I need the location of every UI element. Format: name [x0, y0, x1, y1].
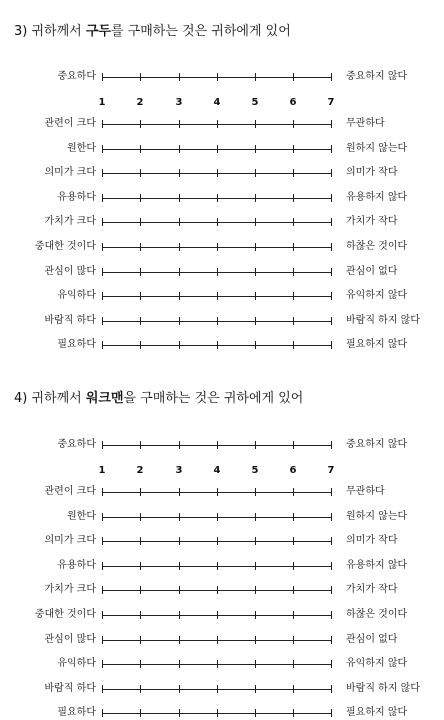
- scale-left-label: 원한다: [67, 510, 96, 522]
- scale-point-2[interactable]: [140, 218, 141, 226]
- scale-left-label: 유용하다: [57, 191, 96, 203]
- scale-point-5[interactable]: [255, 660, 256, 668]
- scale-point-6[interactable]: [293, 218, 294, 226]
- scale-number: 1: [98, 465, 106, 476]
- scale-right-label: 바람직 하지 않다: [346, 314, 420, 326]
- scale-point-6[interactable]: [293, 488, 294, 496]
- scale-right-label: 하찮은 것이다: [346, 609, 408, 620]
- scale-point-1[interactable]: [102, 586, 103, 594]
- scale-row: [0, 485, 444, 499]
- scale-point-3[interactable]: [179, 194, 180, 202]
- scale-right-label: 관심이 없다: [346, 633, 398, 645]
- scale-point-1[interactable]: [102, 341, 103, 349]
- scale-row: [0, 510, 444, 524]
- scale-point-5[interactable]: [255, 194, 256, 202]
- rating-scale[interactable]: [102, 633, 332, 647]
- scale-point-5[interactable]: [255, 145, 256, 153]
- scale-point-6[interactable]: [293, 537, 294, 545]
- scale-point-2[interactable]: [140, 611, 141, 619]
- scale-row: [0, 534, 444, 548]
- scale-point-3[interactable]: [179, 243, 180, 251]
- scale-number: 7: [327, 465, 335, 476]
- scale-number: 3: [175, 97, 183, 108]
- scale-point-6[interactable]: [293, 685, 294, 693]
- section4-title: [14, 387, 303, 406]
- scale-point-3[interactable]: [179, 268, 180, 276]
- scale-point-1[interactable]: [102, 73, 103, 81]
- scale-point-3[interactable]: [179, 73, 180, 81]
- scale-point-3[interactable]: [179, 120, 180, 128]
- scale-point-6[interactable]: [293, 441, 294, 449]
- scale-row: [0, 682, 444, 696]
- scale-left-label: 의미가 크다: [44, 535, 96, 547]
- scale-point-6[interactable]: [293, 513, 294, 521]
- scale-point-4[interactable]: [217, 73, 218, 81]
- scale-row: [0, 314, 444, 328]
- scale-point-1[interactable]: [102, 660, 103, 668]
- scale-point-5[interactable]: [255, 292, 256, 300]
- rating-scale[interactable]: [102, 70, 332, 84]
- scale-point-2[interactable]: [140, 292, 141, 300]
- scale-number: 7: [327, 97, 335, 108]
- scale-row: [0, 657, 444, 671]
- rating-scale[interactable]: [102, 706, 332, 720]
- scale-point-7[interactable]: [331, 268, 332, 276]
- scale-point-2[interactable]: [140, 660, 141, 668]
- scale-point-4[interactable]: [217, 341, 218, 349]
- section4-title-keyword: 워크맨: [85, 391, 124, 406]
- scale-point-4[interactable]: [217, 292, 218, 300]
- scale-right-label: 원하지 않는다: [346, 142, 408, 154]
- scale-point-3[interactable]: [179, 317, 180, 325]
- scale-point-3[interactable]: [179, 636, 180, 644]
- section4-title-suffix: 을 구매하는 것은 귀하에게 있어: [123, 391, 304, 406]
- scale-right-label: 필요하지 않다: [346, 707, 408, 719]
- scale-point-4[interactable]: [217, 268, 218, 276]
- rating-scale[interactable]: [102, 510, 332, 524]
- scale-point-6[interactable]: [293, 73, 294, 81]
- scale-number: 1: [98, 97, 106, 108]
- scale-point-3[interactable]: [179, 169, 180, 177]
- scale-point-7[interactable]: [331, 441, 332, 449]
- scale-right-label: 중요하지 않다: [346, 439, 408, 450]
- scale-point-3[interactable]: [179, 709, 180, 717]
- rating-scale[interactable]: [102, 117, 332, 131]
- scale-point-4[interactable]: [217, 660, 218, 668]
- scale-point-2[interactable]: [140, 513, 141, 521]
- scale-point-1[interactable]: [102, 562, 103, 570]
- scale-right-label: 가치가 작다: [346, 584, 398, 596]
- scale-number: 3: [175, 465, 183, 476]
- scale-point-4[interactable]: [217, 586, 218, 594]
- scale-point-6[interactable]: [293, 341, 294, 349]
- scale-right-label: 유익하지 않다: [346, 290, 408, 302]
- scale-numbers: [0, 97, 444, 109]
- scale-number: 6: [289, 97, 297, 108]
- scale-point-7[interactable]: [331, 586, 332, 594]
- scale-point-7[interactable]: [331, 709, 332, 717]
- scale-right-label: 의미가 작다: [346, 535, 398, 547]
- scale-point-5[interactable]: [255, 586, 256, 594]
- scale-point-3[interactable]: [179, 611, 180, 619]
- scale-point-5[interactable]: [255, 120, 256, 128]
- scale-left-label: 관심이 많다: [44, 265, 96, 277]
- scale-point-1[interactable]: [102, 513, 103, 521]
- scale-point-1[interactable]: [102, 685, 103, 693]
- scale-number: 2: [136, 97, 144, 108]
- scale-point-2[interactable]: [140, 562, 141, 570]
- scale-right-label: 무관하다: [346, 118, 385, 129]
- scale-point-2[interactable]: [140, 537, 141, 545]
- scale-point-4[interactable]: [217, 218, 218, 226]
- scale-point-1[interactable]: [102, 243, 103, 251]
- scale-right-label: 원하지 않는다: [346, 510, 408, 522]
- scale-point-1[interactable]: [102, 120, 103, 128]
- scale-numbers: [0, 465, 444, 477]
- scale-number: 4: [213, 465, 221, 476]
- scale-point-4[interactable]: [217, 488, 218, 496]
- scale-point-2[interactable]: [140, 268, 141, 276]
- scale-number: 5: [251, 97, 259, 108]
- scale-point-6[interactable]: [293, 660, 294, 668]
- scale-point-3[interactable]: [179, 488, 180, 496]
- scale-point-1[interactable]: [102, 292, 103, 300]
- scale-point-1[interactable]: [102, 441, 103, 449]
- scale-right-label: 바람직 하지 않다: [346, 682, 420, 694]
- section4-title-prefix: 4) 귀하께서: [14, 391, 86, 406]
- scale-point-7[interactable]: [331, 317, 332, 325]
- scale-point-5[interactable]: [255, 513, 256, 521]
- rating-scale[interactable]: [102, 215, 332, 229]
- scale-point-3[interactable]: [179, 292, 180, 300]
- scale-point-1[interactable]: [102, 611, 103, 619]
- scale-left-label: 중요하다: [57, 71, 96, 82]
- scale-row: [0, 70, 444, 84]
- section3-title: [14, 20, 291, 39]
- rating-scale[interactable]: [102, 608, 332, 622]
- rating-scale[interactable]: [102, 240, 332, 254]
- scale-point-6[interactable]: [293, 194, 294, 202]
- scale-point-4[interactable]: [217, 145, 218, 153]
- scale-point-7[interactable]: [331, 169, 332, 177]
- scale-point-4[interactable]: [217, 636, 218, 644]
- scale-point-3[interactable]: [179, 145, 180, 153]
- scale-point-4[interactable]: [217, 709, 218, 717]
- scale-point-3[interactable]: [179, 685, 180, 693]
- scale-point-7[interactable]: [331, 292, 332, 300]
- scale-point-3[interactable]: [179, 562, 180, 570]
- scale-point-5[interactable]: [255, 73, 256, 81]
- scale-row: [0, 166, 444, 180]
- scale-left-label: 유익하다: [57, 658, 96, 670]
- scale-point-7[interactable]: [331, 537, 332, 545]
- scale-point-6[interactable]: [293, 243, 294, 251]
- scale-point-5[interactable]: [255, 243, 256, 251]
- scale-point-2[interactable]: [140, 709, 141, 717]
- scale-point-5[interactable]: [255, 488, 256, 496]
- scale-point-3[interactable]: [179, 218, 180, 226]
- scale-point-7[interactable]: [331, 218, 332, 226]
- scale-point-7[interactable]: [331, 562, 332, 570]
- scale-number: 4: [213, 97, 221, 108]
- scale-point-1[interactable]: [102, 218, 103, 226]
- scale-point-5[interactable]: [255, 685, 256, 693]
- scale-point-5[interactable]: [255, 709, 256, 717]
- scale-point-4[interactable]: [217, 194, 218, 202]
- scale-point-4[interactable]: [217, 537, 218, 545]
- scale-point-5[interactable]: [255, 268, 256, 276]
- scale-point-6[interactable]: [293, 292, 294, 300]
- scale-point-3[interactable]: [179, 537, 180, 545]
- scale-point-1[interactable]: [102, 145, 103, 153]
- scale-row: [0, 215, 444, 229]
- scale-point-7[interactable]: [331, 488, 332, 496]
- scale-point-5[interactable]: [255, 441, 256, 449]
- scale-point-6[interactable]: [293, 120, 294, 128]
- scale-point-4[interactable]: [217, 441, 218, 449]
- scale-left-label: 필요하다: [57, 707, 96, 719]
- scale-point-4[interactable]: [217, 611, 218, 619]
- scale-point-3[interactable]: [179, 513, 180, 521]
- rating-scale[interactable]: [102, 338, 332, 352]
- scale-row: [0, 338, 444, 352]
- scale-point-2[interactable]: [140, 243, 141, 251]
- rating-scale[interactable]: [102, 289, 332, 303]
- scale-left-label: 가치가 크다: [44, 584, 96, 596]
- scale-right-label: 하찮은 것이다: [346, 241, 408, 252]
- scale-point-1[interactable]: [102, 636, 103, 644]
- scale-point-2[interactable]: [140, 586, 141, 594]
- scale-right-label: 의미가 작다: [346, 167, 398, 179]
- scale-point-7[interactable]: [331, 145, 332, 153]
- scale-point-2[interactable]: [140, 145, 141, 153]
- scale-right-label: 중요하지 않다: [346, 71, 408, 82]
- scale-left-label: 원한다: [67, 142, 96, 154]
- scale-point-5[interactable]: [255, 341, 256, 349]
- scale-right-label: 무관하다: [346, 486, 385, 497]
- scale-row: [0, 117, 444, 131]
- scale-point-5[interactable]: [255, 611, 256, 619]
- scale-left-label: 필요하다: [57, 339, 96, 351]
- scale-number: 2: [136, 465, 144, 476]
- scale-point-7[interactable]: [331, 341, 332, 349]
- scale-row: [0, 559, 444, 573]
- scale-row: [0, 438, 444, 452]
- scale-point-4[interactable]: [217, 513, 218, 521]
- rating-scale[interactable]: [102, 314, 332, 328]
- scale-point-7[interactable]: [331, 660, 332, 668]
- scale-point-3[interactable]: [179, 586, 180, 594]
- scale-point-6[interactable]: [293, 709, 294, 717]
- scale-point-4[interactable]: [217, 317, 218, 325]
- scale-point-4[interactable]: [217, 120, 218, 128]
- scale-point-6[interactable]: [293, 317, 294, 325]
- scale-number: 6: [289, 465, 297, 476]
- scale-row: [0, 289, 444, 303]
- scale-left-label: 중요하다: [57, 439, 96, 450]
- scale-point-7[interactable]: [331, 243, 332, 251]
- scale-point-7[interactable]: [331, 611, 332, 619]
- rating-scale[interactable]: [102, 559, 332, 573]
- rating-scale[interactable]: [102, 191, 332, 205]
- scale-point-6[interactable]: [293, 562, 294, 570]
- scale-point-2[interactable]: [140, 685, 141, 693]
- scale-point-4[interactable]: [217, 685, 218, 693]
- scale-point-1[interactable]: [102, 537, 103, 545]
- scale-row: [0, 265, 444, 279]
- scale-point-2[interactable]: [140, 194, 141, 202]
- scale-left-label: 의미가 크다: [44, 167, 96, 179]
- rating-scale[interactable]: [102, 682, 332, 696]
- rating-scale[interactable]: [102, 142, 332, 156]
- scale-right-label: 가치가 작다: [346, 216, 398, 228]
- scale-point-6[interactable]: [293, 611, 294, 619]
- scale-point-6[interactable]: [293, 636, 294, 644]
- section3-title-prefix: 3) 귀하께서: [14, 24, 86, 39]
- scale-left-label: 유익하다: [57, 290, 96, 302]
- scale-right-label: 관심이 없다: [346, 265, 398, 277]
- scale-point-2[interactable]: [140, 441, 141, 449]
- scale-point-7[interactable]: [331, 636, 332, 644]
- scale-point-5[interactable]: [255, 636, 256, 644]
- scale-point-5[interactable]: [255, 537, 256, 545]
- rating-scale[interactable]: [102, 485, 332, 499]
- rating-scale[interactable]: [102, 534, 332, 548]
- scale-left-label: 관련이 크다: [44, 486, 96, 497]
- scale-point-6[interactable]: [293, 145, 294, 153]
- scale-left-label: 바람직 하다: [44, 314, 96, 326]
- scale-point-7[interactable]: [331, 685, 332, 693]
- scale-point-4[interactable]: [217, 169, 218, 177]
- scale-row: [0, 706, 444, 720]
- scale-point-2[interactable]: [140, 120, 141, 128]
- scale-point-2[interactable]: [140, 73, 141, 81]
- scale-left-label: 바람직 하다: [44, 682, 96, 694]
- scale-row: [0, 142, 444, 156]
- scale-left-label: 유용하다: [57, 559, 96, 571]
- scale-point-2[interactable]: [140, 341, 141, 349]
- scale-right-label: 유용하지 않다: [346, 559, 408, 571]
- scale-point-1[interactable]: [102, 268, 103, 276]
- scale-point-4[interactable]: [217, 243, 218, 251]
- scale-point-5[interactable]: [255, 169, 256, 177]
- scale-row: [0, 191, 444, 205]
- scale-point-1[interactable]: [102, 317, 103, 325]
- scale-left-label: 중대한 것이다: [34, 241, 96, 252]
- scale-left-label: 중대한 것이다: [34, 609, 96, 620]
- scale-left-label: 관심이 많다: [44, 633, 96, 645]
- rating-scale[interactable]: [102, 657, 332, 671]
- scale-point-3[interactable]: [179, 341, 180, 349]
- scale-point-6[interactable]: [293, 586, 294, 594]
- scale-point-5[interactable]: [255, 317, 256, 325]
- scale-point-5[interactable]: [255, 562, 256, 570]
- scale-right-label: 유익하지 않다: [346, 658, 408, 670]
- scale-right-label: 필요하지 않다: [346, 339, 408, 351]
- section3-title-keyword: 구두: [85, 24, 111, 39]
- scale-point-3[interactable]: [179, 441, 180, 449]
- rating-scale[interactable]: [102, 166, 332, 180]
- scale-point-1[interactable]: [102, 169, 103, 177]
- scale-point-7[interactable]: [331, 513, 332, 521]
- scale-point-3[interactable]: [179, 660, 180, 668]
- scale-point-2[interactable]: [140, 488, 141, 496]
- scale-point-1[interactable]: [102, 488, 103, 496]
- scale-point-6[interactable]: [293, 268, 294, 276]
- scale-point-4[interactable]: [217, 562, 218, 570]
- scale-point-1[interactable]: [102, 709, 103, 717]
- scale-point-2[interactable]: [140, 636, 141, 644]
- scale-row: [0, 583, 444, 597]
- scale-row: [0, 608, 444, 622]
- scale-number: 5: [251, 465, 259, 476]
- scale-point-1[interactable]: [102, 194, 103, 202]
- scale-point-5[interactable]: [255, 218, 256, 226]
- section3-title-suffix: 를 구매하는 것은 귀하에게 있어: [110, 24, 291, 39]
- rating-scale[interactable]: [102, 265, 332, 279]
- rating-scale[interactable]: [102, 438, 332, 452]
- scale-left-label: 가치가 크다: [44, 216, 96, 228]
- scale-row: [0, 240, 444, 254]
- scale-left-label: 관련이 크다: [44, 118, 96, 129]
- rating-scale[interactable]: [102, 583, 332, 597]
- scale-point-7[interactable]: [331, 73, 332, 81]
- scale-right-label: 유용하지 않다: [346, 191, 408, 203]
- scale-point-6[interactable]: [293, 169, 294, 177]
- scale-point-7[interactable]: [331, 194, 332, 202]
- scale-row: [0, 633, 444, 647]
- scale-point-7[interactable]: [331, 120, 332, 128]
- scale-point-2[interactable]: [140, 317, 141, 325]
- scale-point-2[interactable]: [140, 169, 141, 177]
